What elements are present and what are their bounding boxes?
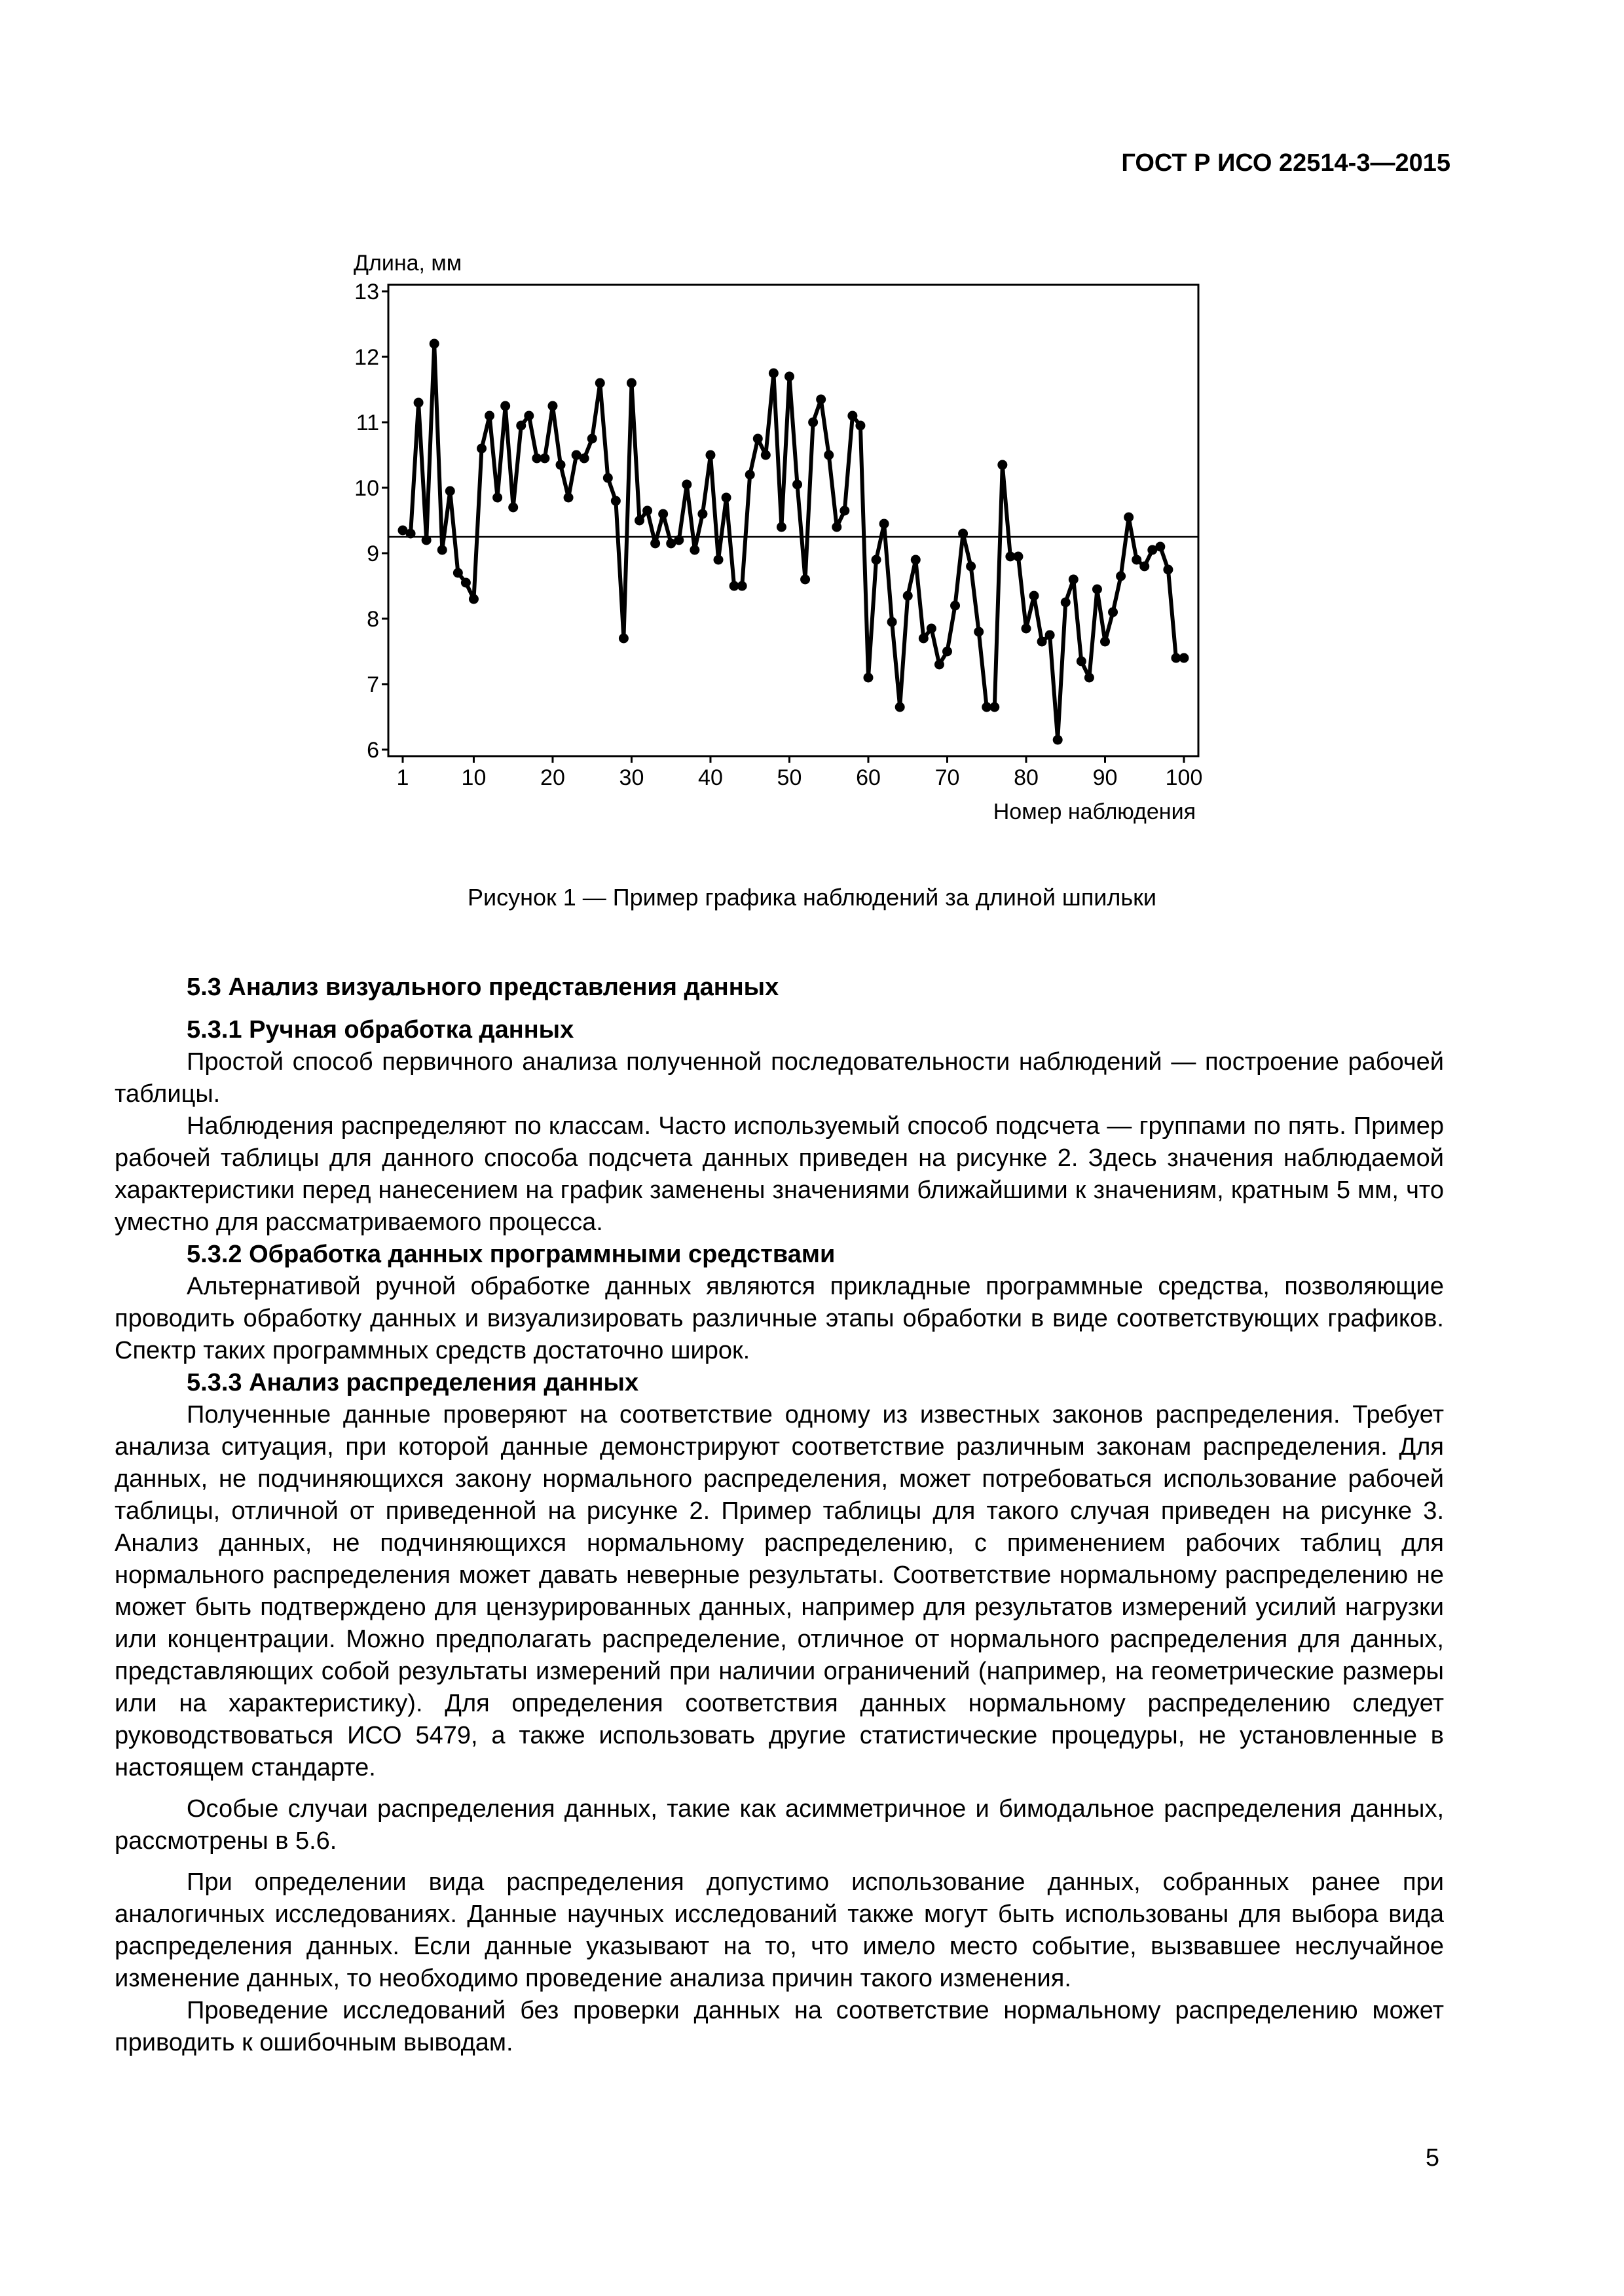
paragraph: Наблюдения распределяют по классам. Часто используемый способ подсчета — группами по пять. Пример рабочей таблицы для данного способа подсчета данных приведен на рисунке 2. Здесь значения наблюдаемой характеристики перед нанесением на график заменены значениями ближайшими к значениям, кратным 5 мм, что уместно для рассматриваемого процесса. — [115, 1112, 1444, 1236]
data-point — [1124, 513, 1134, 522]
data-point — [422, 536, 432, 545]
data-point — [737, 581, 747, 591]
data-point — [784, 372, 794, 382]
data-point — [406, 529, 416, 539]
data-point — [855, 421, 865, 431]
data-point — [887, 617, 897, 627]
paragraph: Особые случаи распределения данных, такие как асимметричное и бимодальное распределения данных, рассмотрены в 5.6. — [115, 1795, 1444, 1855]
x-tick-label: 80 — [1014, 765, 1039, 790]
x-tick-label: 20 — [540, 765, 565, 790]
data-point — [974, 627, 984, 637]
data-point — [879, 519, 889, 529]
x-tick-label: 1 — [396, 765, 409, 790]
data-point — [769, 369, 779, 378]
data-point — [847, 411, 857, 421]
data-point — [1163, 565, 1173, 575]
document-number: ГОСТ Р ИСО 22514-3—2015 — [1121, 149, 1450, 177]
data-point — [642, 506, 652, 516]
data-point — [863, 673, 873, 683]
paragraph: Простой способ первичного анализа полученной последовательности наблюдений — построение рабочей таблицы. — [115, 1048, 1444, 1108]
x-tick-label: 70 — [934, 765, 960, 790]
data-point — [1139, 562, 1149, 572]
data-point — [792, 480, 802, 490]
chart-svg — [327, 246, 1231, 835]
section-5-3-3-title: 5.3.3 Анализ распределения данных — [187, 1369, 639, 1396]
data-point — [477, 444, 487, 454]
data-point — [516, 421, 526, 431]
data-point — [1037, 637, 1047, 647]
data-point — [1116, 572, 1126, 581]
data-point — [492, 493, 502, 503]
section-5-3-title: 5.3 Анализ визуального представления данных — [187, 974, 779, 1001]
data-point — [1092, 585, 1102, 594]
data-point — [469, 594, 479, 604]
paragraph: Альтернативой ручной обработке данных являются прикладные программные средства, позволяющие проводить обработку данных и визуализировать различные этапы обработки в виде соответствующих графиков. Спектр таких программных средств достаточно широк. — [115, 1273, 1444, 1364]
paragraph: При определении вида распределения допустимо использование данных, собранных ранее при аналогичных исследованиях. Данные научных исследований также могут быть использованы для выбора вида распределения данных. Если данные указывают на то, что имело место событие, вызвавшее неслучайное изменение данных, то необходимо проведение анализа причин такого изменения. — [115, 1868, 1444, 1992]
x-tick-label: 40 — [698, 765, 723, 790]
data-point — [966, 562, 976, 572]
data-point — [745, 470, 755, 480]
y-tick-label: 6 — [367, 738, 379, 763]
data-point — [619, 634, 629, 644]
data-point — [1061, 598, 1071, 608]
data-point — [997, 460, 1007, 470]
data-point — [580, 454, 589, 464]
x-axis-label: Номер наблюдения — [993, 799, 1196, 824]
figure-caption: Рисунок 1 — Пример графика наблюдений за длиной шпильки — [467, 884, 1157, 911]
data-point — [927, 624, 936, 634]
data-point — [832, 522, 841, 532]
data-point — [587, 434, 597, 444]
data-point — [1155, 542, 1165, 552]
data-point — [777, 522, 786, 532]
data-point — [1108, 608, 1118, 617]
data-point — [485, 411, 494, 421]
data-point — [540, 454, 549, 464]
data-point — [564, 493, 574, 503]
data-point — [1021, 624, 1031, 634]
body-text — [115, 972, 1444, 2059]
x-tick-label: 30 — [619, 765, 644, 790]
data-point — [674, 536, 684, 545]
data-point — [1029, 591, 1039, 601]
data-point — [903, 591, 913, 601]
data-point — [547, 401, 557, 411]
data-point — [1084, 673, 1094, 683]
data-point — [1069, 575, 1079, 585]
x-tick-label: 90 — [1092, 765, 1118, 790]
series-line — [403, 344, 1184, 740]
data-point — [942, 647, 952, 657]
data-point — [603, 473, 613, 483]
data-point — [595, 378, 605, 388]
section-5-3-1-title: 5.3.1 Ручная обработка данных — [187, 1016, 574, 1044]
data-point — [461, 578, 471, 588]
data-point — [753, 434, 763, 444]
data-point — [722, 493, 731, 503]
data-point — [761, 450, 771, 460]
y-tick-label: 10 — [354, 476, 379, 501]
data-point — [816, 395, 826, 405]
x-tick-label: 100 — [1165, 765, 1203, 790]
data-point — [437, 545, 447, 555]
data-point — [556, 460, 566, 470]
y-tick-label: 12 — [354, 345, 379, 370]
data-point — [872, 555, 881, 565]
data-point — [989, 702, 999, 712]
x-tick-label: 60 — [856, 765, 881, 790]
y-axis-label: Длина, мм — [354, 251, 462, 276]
data-point — [911, 555, 921, 565]
data-point — [445, 486, 455, 496]
y-tick-label: 9 — [367, 541, 379, 566]
data-point — [635, 516, 644, 526]
data-point — [714, 555, 724, 565]
data-point — [934, 660, 944, 670]
data-point — [690, 545, 699, 555]
data-point — [650, 539, 660, 549]
data-point — [524, 411, 534, 421]
y-tick-label: 11 — [356, 410, 379, 435]
section-5-3-2-title: 5.3.2 Обработка данных программными средствами — [187, 1241, 836, 1268]
y-tick-label: 13 — [354, 280, 379, 304]
data-point — [682, 480, 692, 490]
data-point — [895, 702, 905, 712]
data-point — [1132, 555, 1141, 565]
data-point — [508, 503, 518, 513]
data-point — [500, 401, 510, 411]
data-point — [1179, 653, 1189, 663]
data-point — [1045, 630, 1055, 640]
data-point — [697, 509, 707, 519]
x-tick-label: 50 — [777, 765, 802, 790]
data-point — [1100, 637, 1110, 647]
data-point — [430, 339, 439, 349]
data-point — [958, 529, 968, 539]
paragraph: Проведение исследований без проверки данных на соответствие нормальному распределению может приводить к ошибочным выводам. — [115, 1997, 1444, 2056]
data-point — [414, 398, 424, 408]
page-number: 5 — [1425, 2144, 1439, 2172]
plot-frame — [388, 285, 1198, 756]
data-point — [808, 418, 818, 428]
y-tick-label: 8 — [367, 607, 379, 632]
data-point — [950, 601, 960, 611]
paragraph: Полученные данные проверяют на соответствие одному из известных законов распределения. Требует анализа ситуация, при которой данные демонстрируют соответствие различным законам распределения. Для данных, не подчиняющихся закону нормального распределения, может потребоваться использование рабочей таблицы, отличной от приведенной на рисунке 2. Пример таблицы для такого случая приведен на рисунке 3. Анализ данных, не подчиняющихся нормальному распределению, с применением рабочих таблиц для нормального распределения может давать неверные результаты. Соответствие нормальному распределению не может быть подтверждено для цензурированных данных, например для результатов измерений усилий нагрузки или концентрации. Можно предполагать распределение, отличное от нормального распределения для данных, представляющих собой результаты измерений при наличии ограничений (например, на геометрические размеры или на характеристику). Для определения соответствия данных нормальному распределению следует руководствоваться ИСО 5479, а также использовать другие статистические процедуры, не установленные в настоящем стандарте. — [115, 1401, 1444, 1781]
data-point — [453, 568, 463, 578]
data-point — [705, 450, 715, 460]
data-point — [919, 634, 929, 644]
data-point — [611, 496, 621, 506]
x-tick-label: 10 — [461, 765, 487, 790]
y-tick-label: 7 — [367, 672, 379, 697]
data-point — [1077, 657, 1086, 666]
data-point — [800, 575, 810, 585]
data-point — [824, 450, 834, 460]
data-point — [840, 506, 849, 516]
data-point — [1053, 735, 1063, 745]
data-point — [1013, 552, 1023, 562]
data-point — [627, 378, 637, 388]
data-point — [658, 509, 668, 519]
observation-chart — [327, 246, 1231, 835]
